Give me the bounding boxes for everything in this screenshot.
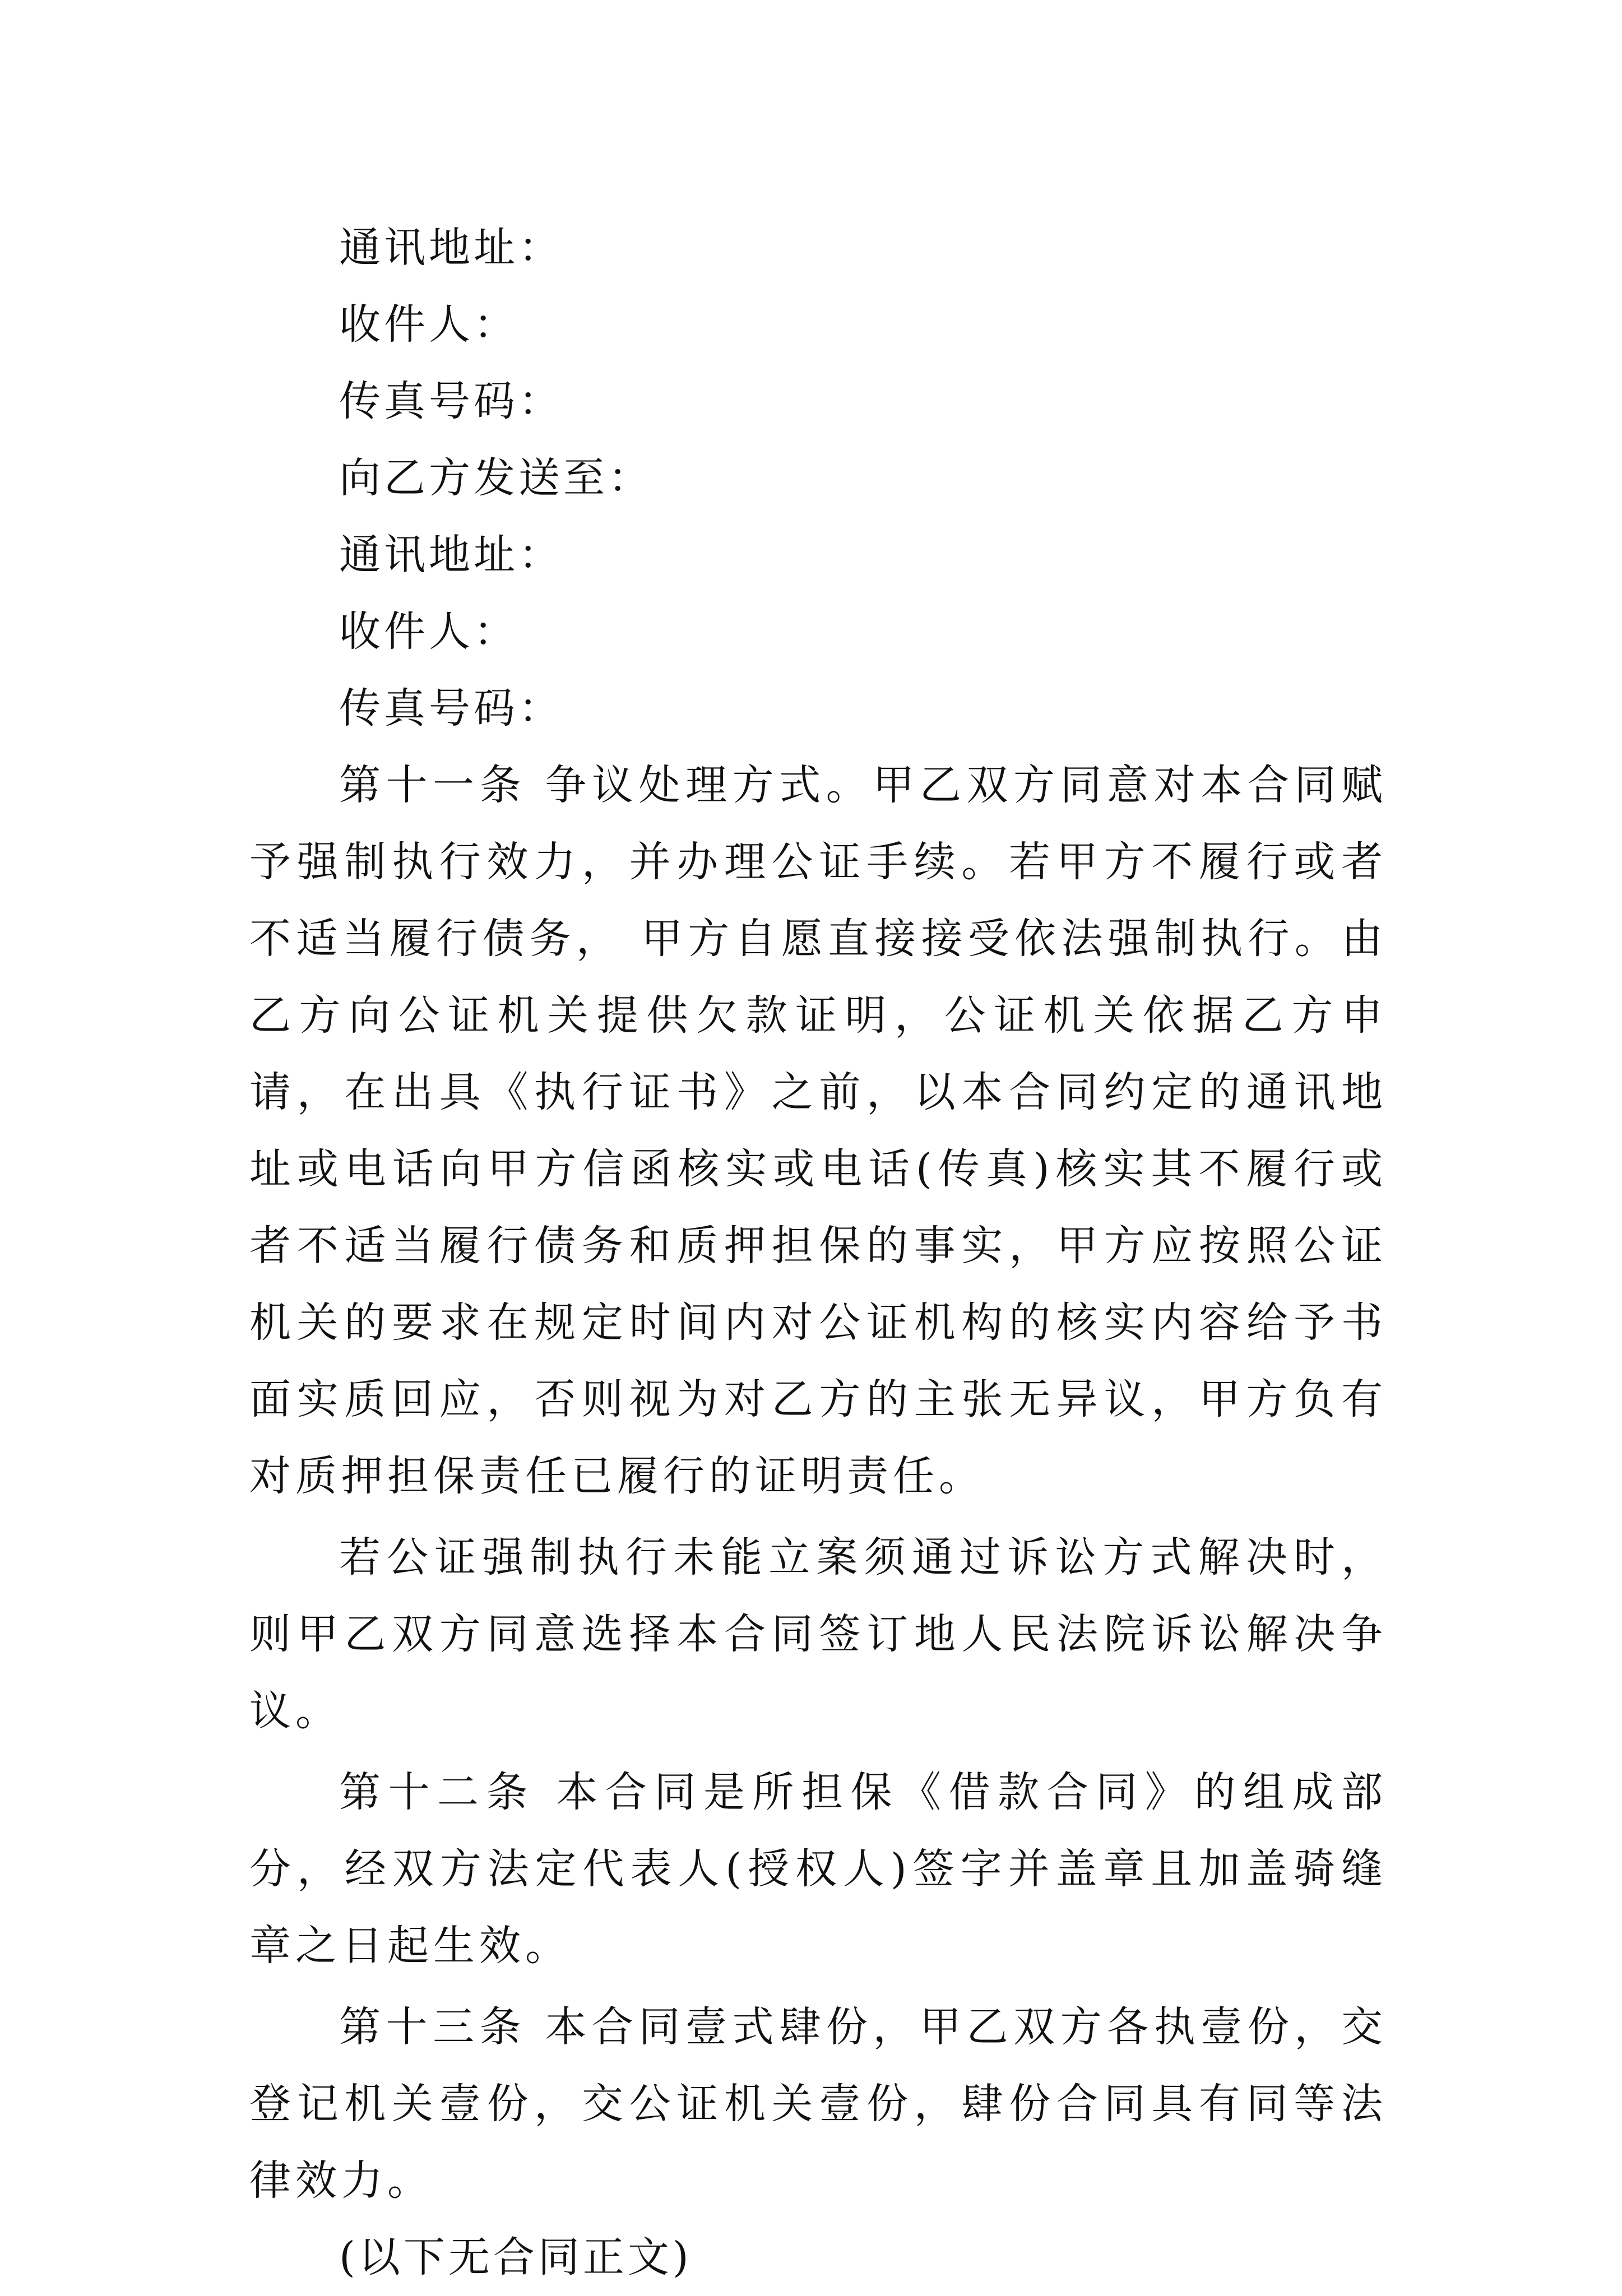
- contact-b-address: 通讯地址：: [339, 531, 563, 579]
- article-11-paragraph: 第十一条 争议处理方式。甲乙双方同意对本合同赋予强制执行效力，并办理公证手续。若甲方不履行或者不适当履行债务， 甲方自愿直接接受依法强制执行。由乙方向公证机关提供欠款证明，公证机关依据乙方申请，在出具《执行证书》之前，以本合同约定的通讯地址或电话向甲方信函核实或电话(传真)核实其不履行或者不适当履行债务和质押担保的事实，甲方应按照公证机关的要求在规定时间内对公证机构的核实内容给予书面实质回应，否则视为对乙方的主张无异议，甲方负有对质押担保责任已履行的证明责任。: [249, 761, 1387, 1500]
- contact-a-fax: 传真号码：: [339, 377, 563, 425]
- contact-b-recipient: 收件人：: [339, 607, 518, 656]
- article-12-paragraph: 第十二条 本合同是所担保《借款合同》的组成部分，经双方法定代表人(授权人)签字并盖章且加盖骑缝章之日起生效。: [249, 1768, 1387, 1970]
- article-11-litigation-paragraph: 若公证强制执行未能立案须通过诉讼方式解决时，则甲乙双方同意选择本合同签订地人民法院诉讼解决争议。: [249, 1533, 1387, 1735]
- contact-b-heading: 向乙方发送至：: [339, 454, 653, 502]
- end-of-contract-note: (以下无合同正文): [339, 2233, 692, 2281]
- paragraph-gap: [249, 1984, 1387, 1989]
- paragraph-gap: [249, 1515, 1387, 1519]
- document-body: [249, 210, 1387, 2296]
- contact-b-fax: 传真号码：: [339, 684, 563, 732]
- contact-a-recipient: 收件人：: [339, 300, 518, 349]
- contact-a-address: 通讯地址：: [339, 224, 563, 272]
- paragraph-gap: [249, 1750, 1387, 1754]
- article-13-paragraph: 第十三条 本合同壹式肆份，甲乙双方各执壹份，交登记机关壹份，交公证机关壹份，肆份合同具有同等法律效力。: [249, 2003, 1387, 2205]
